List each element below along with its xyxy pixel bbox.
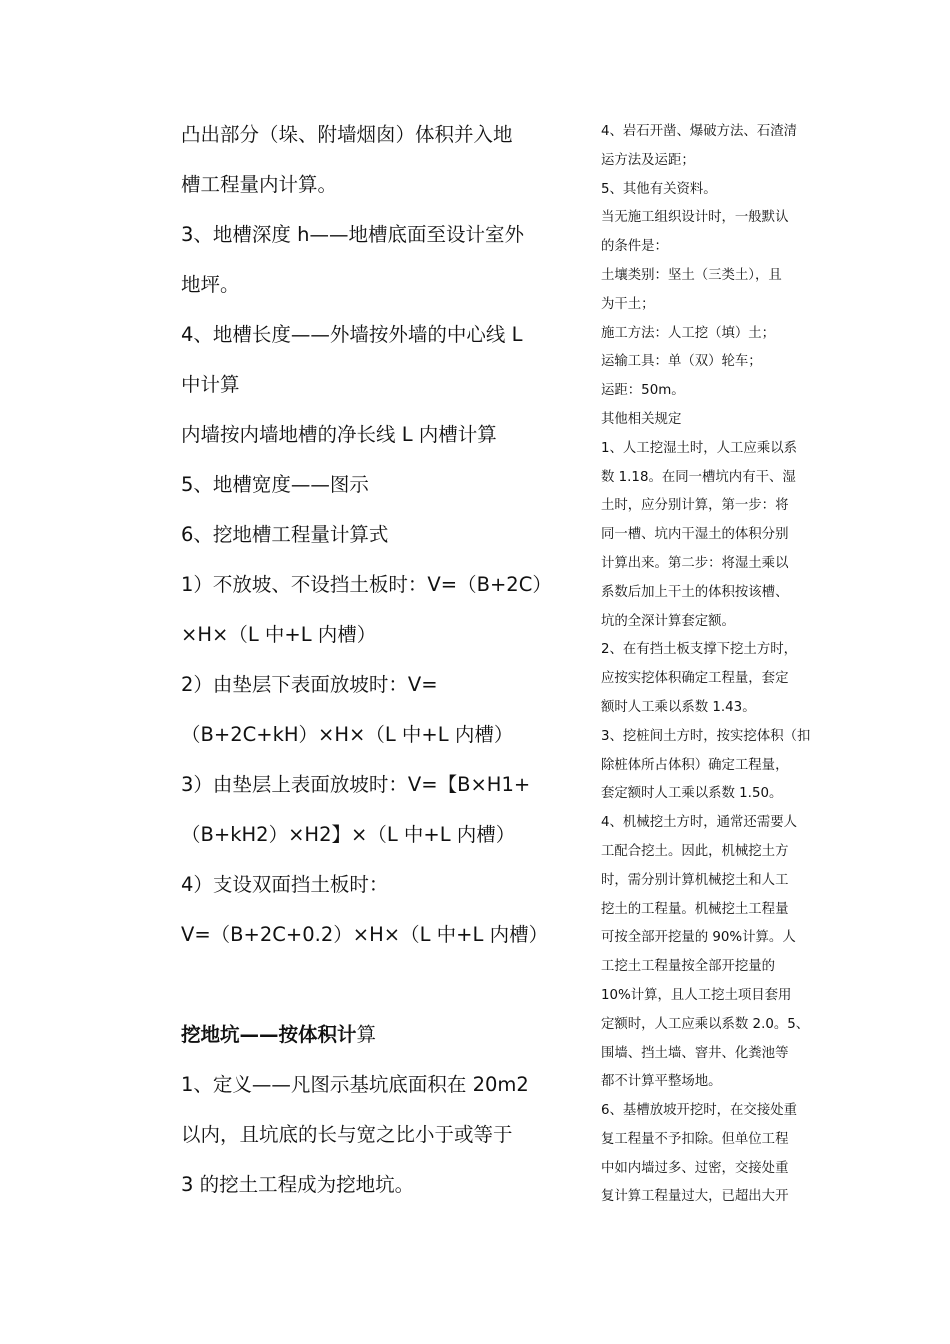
text-line: 地坪。 [181, 273, 240, 296]
text-line: 运方法及运距； [601, 152, 695, 168]
text-line: 4、地槽长度——外墙按外墙的中心线 L [181, 323, 523, 346]
text-line: 应按实挖体积确定工程量，套定 [601, 671, 789, 687]
text-line: 定额时，人工应乘以系数 2.0。5、 [601, 1016, 810, 1032]
text-line: 内墙按内墙地槽的净长线 L 内槽计算 [181, 423, 497, 446]
text-line: 工配合挖土。因此，机械挖土方 [601, 843, 789, 859]
text-line: 2）由垫层下表面放坡时：V= [181, 673, 438, 696]
text-line: 运输工具：单（双）轮车； [601, 354, 762, 370]
section-heading-bold: 挖地坑——按体积计 [181, 1023, 357, 1046]
text-line: 其他相关规定 [601, 411, 682, 427]
text-line: V=（B+2C+0.2）×H×（L 中+L 内槽） [181, 923, 549, 946]
text-line: 中计算 [181, 373, 240, 396]
text-line: 除桩体所占体积）确定工程量， [601, 757, 789, 773]
text-line: 10%计算，且人工挖土项目套用 [601, 987, 792, 1003]
text-line: 6、挖地槽工程量计算式 [181, 523, 389, 546]
text-line: 凸出部分（垛、附墙烟囱）体积并入地 [181, 123, 513, 146]
text-line: 土时，应分别计算，第一步：将 [601, 498, 789, 514]
text-line: （B+kH2）×H2】×（L 中+L 内槽） [181, 823, 516, 846]
text-line: 的条件是： [601, 239, 668, 255]
text-line: 3 的挖土工程成为挖地坑。 [181, 1173, 415, 1196]
text-line: 3、地槽深度 h——地槽底面至设计室外 [181, 223, 524, 246]
text-line: 中如内墙过多、过密，交接处重 [601, 1160, 789, 1176]
text-line: 4、机械挖土方时，通常还需要人 [601, 815, 797, 831]
text-line: 套定额时人工乘以系数 1.50。 [601, 786, 783, 802]
text-line: 运距：50m。 [601, 383, 685, 399]
text-line: 数 1.18。在同一槽坑内有干、湿 [601, 469, 796, 485]
text-line: 1）不放坡、不设挡土板时：V=（B+2C） [181, 573, 552, 596]
text-line: 5、地槽宽度——图示 [181, 473, 369, 496]
text-line: 4、岩石开凿、爆破方法、石渣清 [601, 124, 797, 139]
text-line: 系数后加上干土的体积按该槽、 [601, 584, 789, 600]
text-line: 以内，且坑底的长与宽之比小于或等于 [181, 1123, 513, 1146]
text-line: 计算出来。第二步：将湿土乘以 [601, 555, 789, 571]
text-line: 施工方法：人工挖（填）土； [601, 325, 776, 341]
text-line: 当无施工组织设计时，一般默认 [601, 210, 789, 226]
text-line: 2、在有挡土板支撑下挖土方时， [601, 642, 797, 658]
section-heading-tail: 算 [356, 1023, 377, 1046]
text-line: 1、定义——凡图示基坑底面积在 20m2 [181, 1073, 529, 1096]
text-line: 6、基槽放坡开挖时，在交接处重 [601, 1103, 797, 1119]
spacer [181, 968, 526, 1018]
text-line: 槽工程量内计算。 [181, 173, 338, 196]
text-line: 3）由垫层上表面放坡时：V=【B×H1+ [181, 773, 531, 796]
text-line: 挖土的工程量。机械挖土工程量 [601, 901, 789, 917]
section-heading [181, 1018, 526, 1068]
text-line: 同一槽、坑内干湿土的体积分别 [601, 527, 789, 543]
right-column [601, 118, 816, 1212]
text-line: 都不计算平整场地。 [601, 1074, 722, 1090]
text-line: ×H×（L 中+L 内槽） [181, 623, 377, 646]
text-line: 土壤类别：坚土（三类土），且 [601, 267, 782, 283]
text-line: 复工程量不予扣除。但单位工程 [601, 1131, 789, 1147]
text-line: 围墙、挡土墙、窨井、化粪池等 [601, 1045, 789, 1061]
text-line: 为干土； [601, 296, 655, 312]
text-line: 额时人工乘以系数 1.43。 [601, 699, 756, 715]
text-line: 坑的全深计算套定额。 [601, 613, 735, 629]
text-line: （B+2C+kH）×H×（L 中+L 内槽） [181, 723, 514, 746]
text-line: 复计算工程量过大，已超出大开 [601, 1189, 789, 1205]
text-line: 3、挖桩间土方时，按实挖体积（扣 [601, 728, 811, 744]
text-line: 时，需分别计算机械挖土和人工 [601, 872, 789, 888]
text-line: 1、人工挖湿土时，人工应乘以系 [601, 440, 797, 456]
text-line: 5、其他有关资料。 [601, 181, 717, 197]
left-column [181, 118, 552, 1218]
text-line: 可按全部开挖量的 90%计算。人 [601, 930, 796, 946]
text-line: 4）支设双面挡土板时： [181, 873, 389, 896]
text-line: 工挖土工程量按全部开挖量的 [601, 959, 776, 975]
